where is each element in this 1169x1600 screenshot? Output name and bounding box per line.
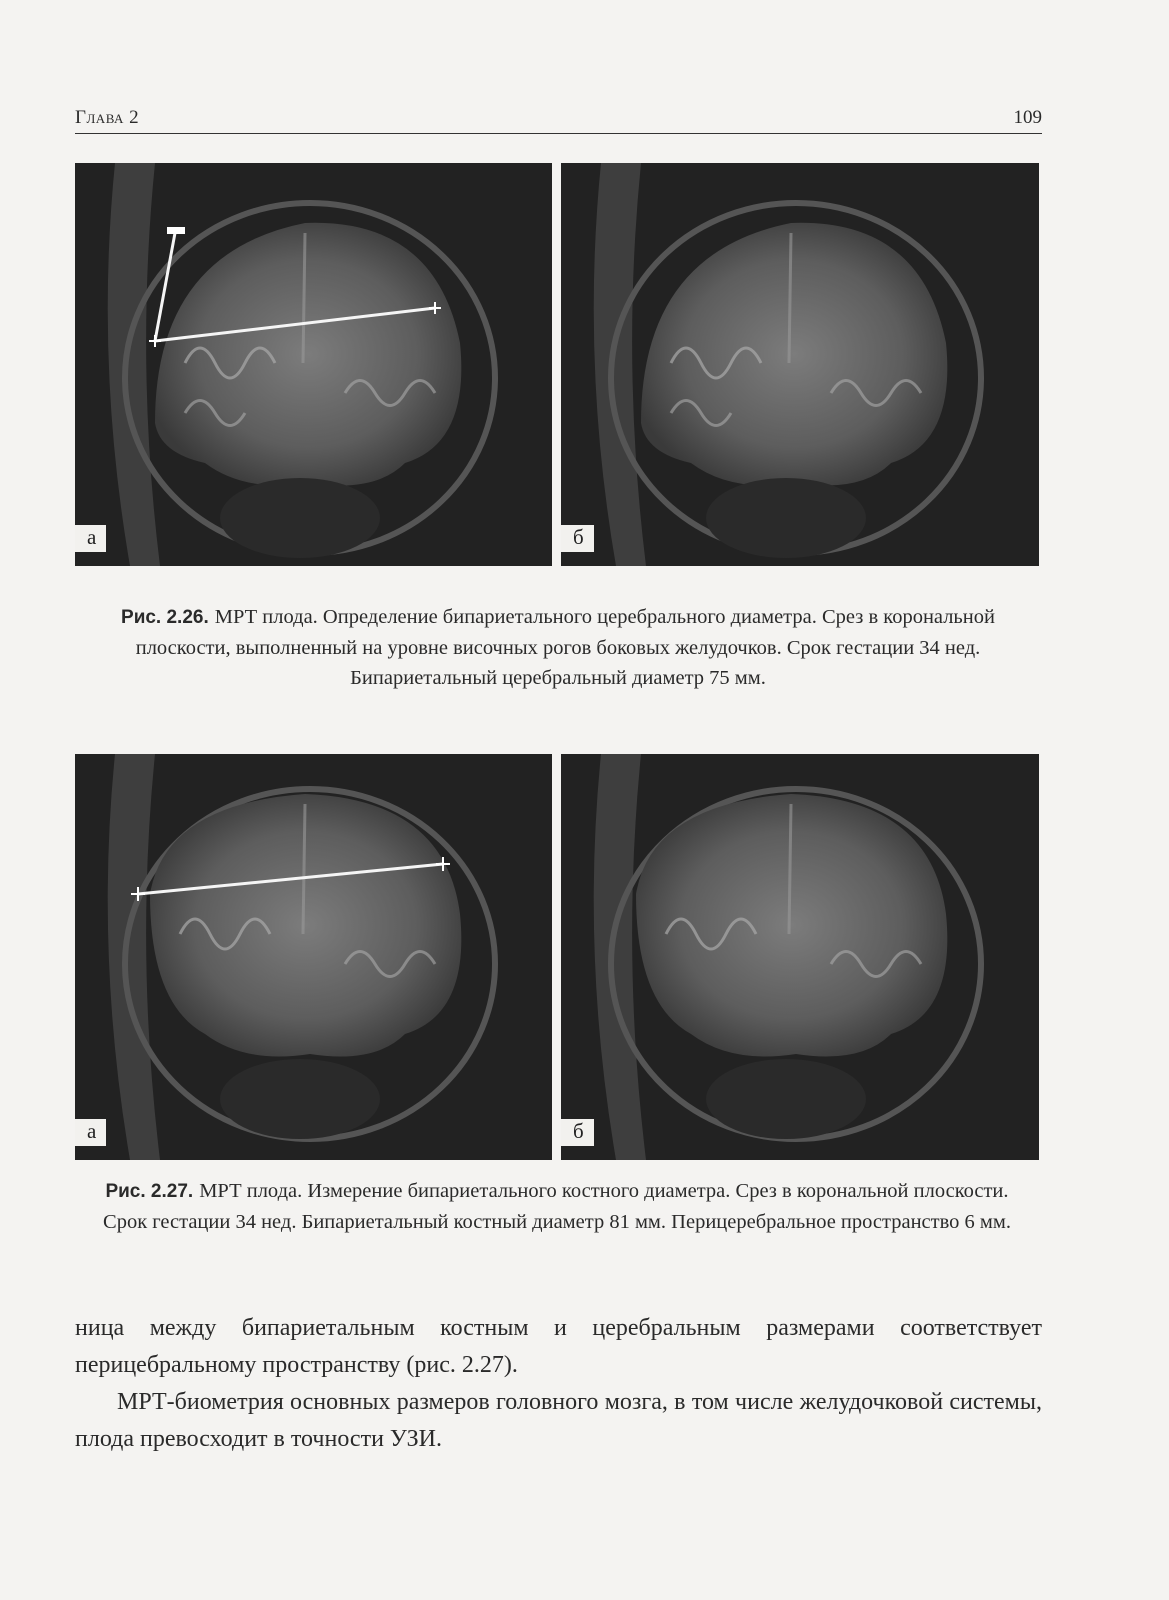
figure-caption-text: МРТ плода. Определение бипариетального церебрального диаметра. Срез в корональной плоскости, выполненный на уровне височных рогов боковых желудочков. Срок гестации 34 нед. Бипариетальный церебральный диаметр 75 мм.	[135, 606, 995, 689]
mri-image-2-27-b	[561, 754, 1039, 1160]
mri-brain-coronal	[561, 754, 1039, 1160]
mri-image-2-27-a	[75, 754, 552, 1160]
panel-letter-a: а	[75, 1119, 108, 1146]
page-number: 109	[1013, 107, 1042, 128]
figure-label: Рис. 2.27.	[105, 1181, 194, 1202]
panel-letter-b: б	[561, 525, 596, 552]
chapter-title: Глава 2	[75, 107, 140, 128]
mri-image-2-26-a	[75, 163, 552, 566]
figure-caption-text: МРТ плода. Измерение бипариетального костного диаметра. Срез в корональной плоскости. Срок гестации 34 нед. Бипариетальный костный диаметр 81 мм. Перицеребральное пространство 6 мм.	[103, 1180, 1011, 1233]
paragraph: ница между бипариетальным костным и церебральным размерами соответствует перицебральному пространству (рис. 2.27).	[75, 1315, 1042, 1378]
figure-2-26	[75, 163, 1042, 566]
panel-letter-b: б	[561, 1119, 596, 1146]
paragraph: МРТ-биометрия основных размеров головного мозга, в том числе желудочковой системы, плода превосходит в точности УЗИ.	[75, 1389, 1042, 1452]
body-text	[75, 1310, 1042, 1458]
mri-brain-coronal-measured	[75, 163, 552, 566]
mri-image-2-26-b	[561, 163, 1039, 566]
figure-2-26-caption	[72, 602, 1044, 693]
panel-letter-a: а	[75, 525, 108, 552]
running-head	[75, 103, 1042, 134]
mri-brain-coronal-measured	[75, 754, 552, 1160]
figure-2-27	[75, 754, 1042, 1160]
figure-label: Рис. 2.26.	[121, 607, 209, 628]
mri-brain-coronal	[561, 163, 1039, 566]
figure-2-27-caption	[92, 1176, 1022, 1237]
